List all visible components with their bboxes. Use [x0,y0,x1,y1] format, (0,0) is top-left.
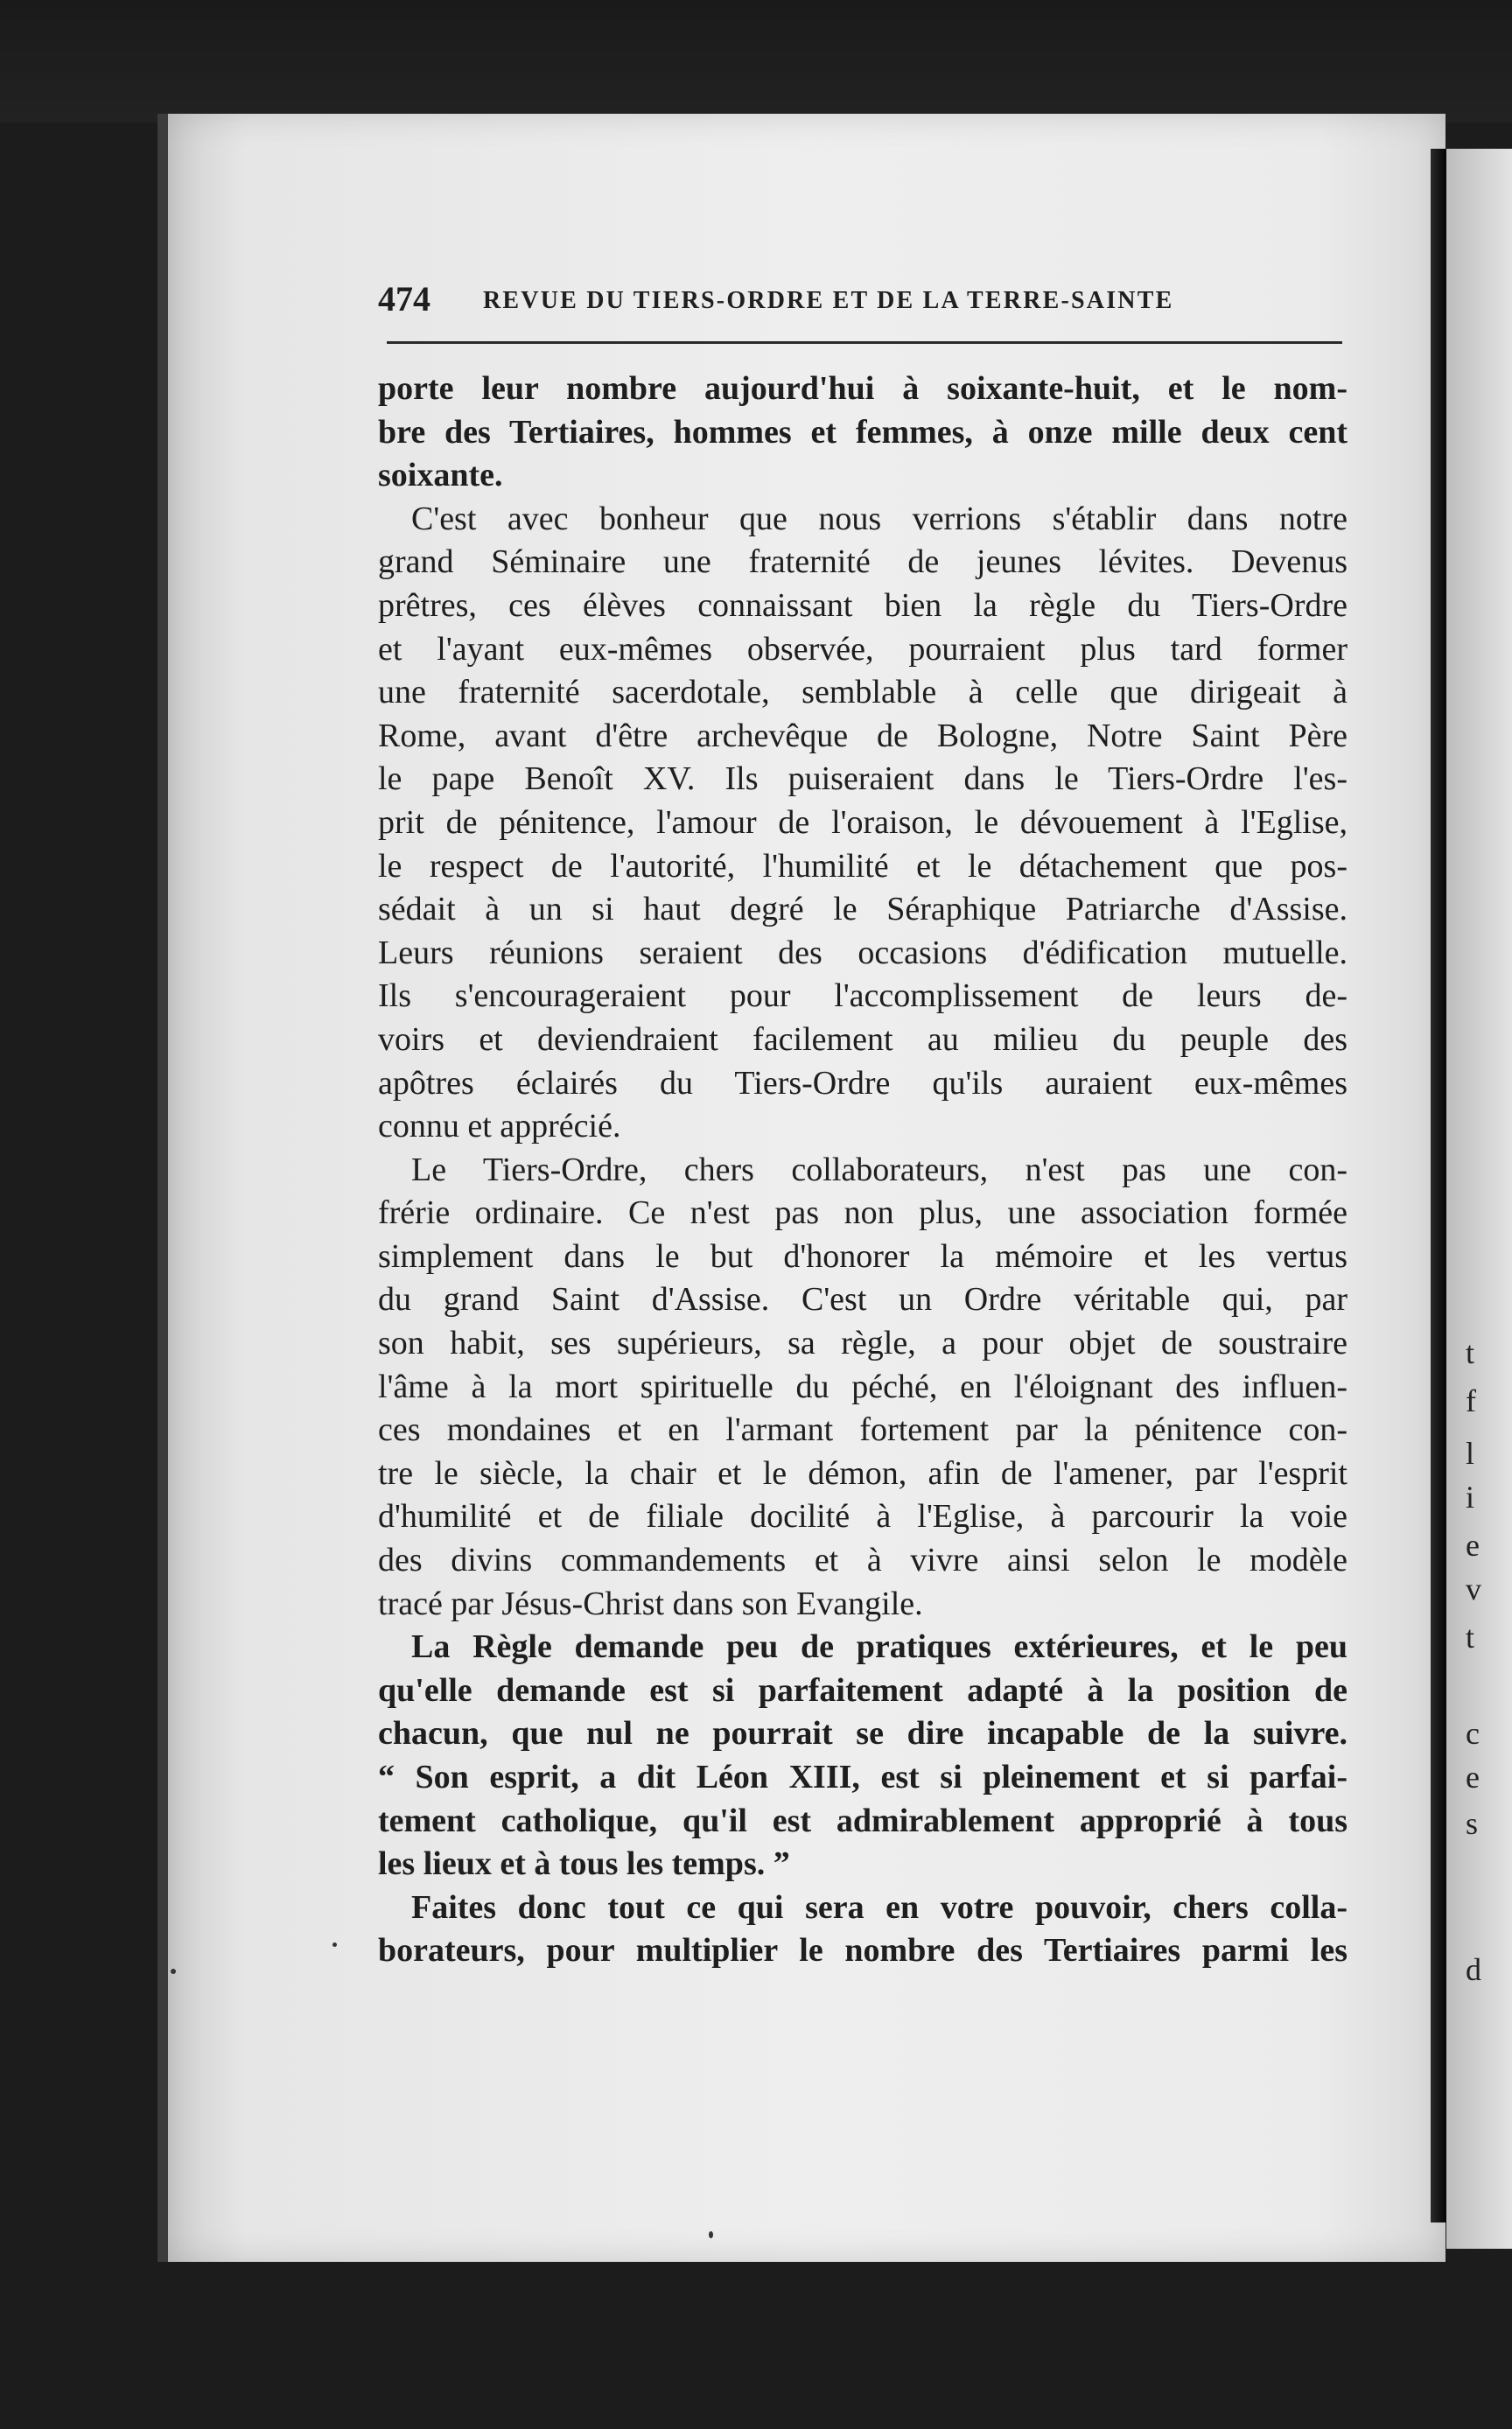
text-line: C'est avec bonheur que nous verrions s'établir dans notre [411,500,1348,537]
text-line: frérie ordinaire. Ce n'est pas non plus, une association formée [378,1194,1348,1232]
text-line: La Règle demande peu de pratiques extérieures, et le peu [411,1628,1348,1666]
text-line: d'humilité et de filiale docilité à l'Eglise, à parcourir la voie [378,1498,1348,1536]
text-line: Faites donc tout ce qui sera en votre pouvoir, chers colla- [411,1888,1348,1926]
text-line: tre le siècle, la chair et le démon, afin de l'amener, par l'esprit [378,1454,1348,1492]
text-line: du grand Saint d'Assise. C'est un Ordre véritable qui, par [378,1281,1348,1319]
text-line: des divins commandements et à vivre ainsi selon le modèle [378,1542,1348,1579]
text-line: bre des Tertiaires, hommes et femmes, à onze mille deux cent [378,413,1348,451]
text-line: soixante. [378,457,503,494]
text-line: tracé par Jésus-Christ dans son Evangile. [378,1585,923,1622]
text-line: connu et apprécié. [378,1108,621,1145]
scan-speck [709,2231,713,2238]
adjacent-page-edge [1446,149,1512,2249]
fragment-letter: v [1466,1572,1481,1606]
fragment-letter: i [1466,1480,1475,1515]
header-rule [387,341,1342,344]
page-header [378,278,1346,320]
text-line: qu'elle demande est si parfaitement adapté à la position de [378,1671,1348,1709]
fragment-letter: f [1466,1383,1476,1418]
text-line: voirs et deviendraient facilement au milieu du peuple des [378,1020,1348,1058]
fragment-letter: l [1466,1436,1475,1471]
body-text [378,368,1348,1973]
text-line: Leurs réunions seraient des occasions d'édification mutuelle. [378,934,1348,971]
scan-speck [171,1969,176,1974]
text-line: et l'ayant eux-mêmes observée, pourraient plus tard former [378,630,1348,668]
fragment-letter: t [1466,1620,1475,1655]
fragment-letter: c [1466,1716,1480,1751]
text-line: son habit, ses supérieurs, sa règle, a pour objet de soustraire [378,1325,1348,1362]
text-line: le respect de l'autorité, l'humilité et le détachement que pos- [378,847,1348,885]
text-line: apôtres éclairés du Tiers-Ordre qu'ils auraient eux-mêmes [378,1064,1348,1102]
fragment-letter: e [1466,1760,1480,1795]
text-line: tement catholique, qu'il est admirablement approprié à tous [378,1802,1348,1839]
book-gutter [1431,149,1446,2222]
text-line: prit de pénitence, l'amour de l'oraison, le dévouement à l'Eglise, [378,803,1348,841]
text-line: ces mondaines et en l'armant fortement par la pénitence con- [378,1411,1348,1449]
text-line: le pape Benoît XV. Ils puiseraient dans le Tiers-Ordre l'es- [378,760,1348,798]
fragment-letter: e [1466,1528,1480,1563]
text-line: prêtres, ces élèves connaissant bien la règle du Tiers-Ordre [378,586,1348,624]
page-number: 474 [378,279,430,318]
text-line: porte leur nombre aujourd'hui à soixante-huit, et le nom- [378,370,1348,407]
text-line: Ils s'encourageraient pour l'accomplissement de leurs de- [378,977,1348,1015]
text-line: Rome, avant d'être archevêque de Bologne, Notre Saint Père [378,717,1348,754]
fragment-letter: s [1466,1806,1479,1841]
text-line: Le Tiers-Ordre, chers collaborateurs, n'est pas une con- [411,1151,1348,1188]
text-line: “ Son esprit, a dit Léon XIII, est si pleinement et si parfai- [378,1759,1348,1796]
text-line: sédait à un si haut degré le Séraphique Patriarche d'Assise. [378,891,1348,928]
scan-background [0,0,1512,122]
text-line: borateurs, pour multiplier le nombre des Tertiaires parmi les [378,1932,1348,1970]
fragment-letter: d [1466,1952,1481,1987]
text-line: les lieux et à tous les temps. ” [378,1845,790,1883]
text-line: l'âme à la mort spirituelle du péché, en l'éloignant des influen- [378,1368,1348,1405]
fragment-letter: t [1466,1335,1475,1370]
text-line: une fraternité sacerdotale, semblable à celle que dirigeait à [378,674,1348,711]
text-line: chacun, que nul ne pourrait se dire incapable de la suivre. [378,1715,1348,1753]
text-line: grand Séminaire une fraternité de jeunes lévites. Devenus [378,543,1348,581]
text-line: simplement dans le but d'honorer la mémoire et les vertus [378,1237,1348,1275]
running-head: REVUE DU TIERS-ORDRE ET DE LA TERRE-SAINTE [483,287,1174,314]
scan-speck [332,1942,337,1947]
